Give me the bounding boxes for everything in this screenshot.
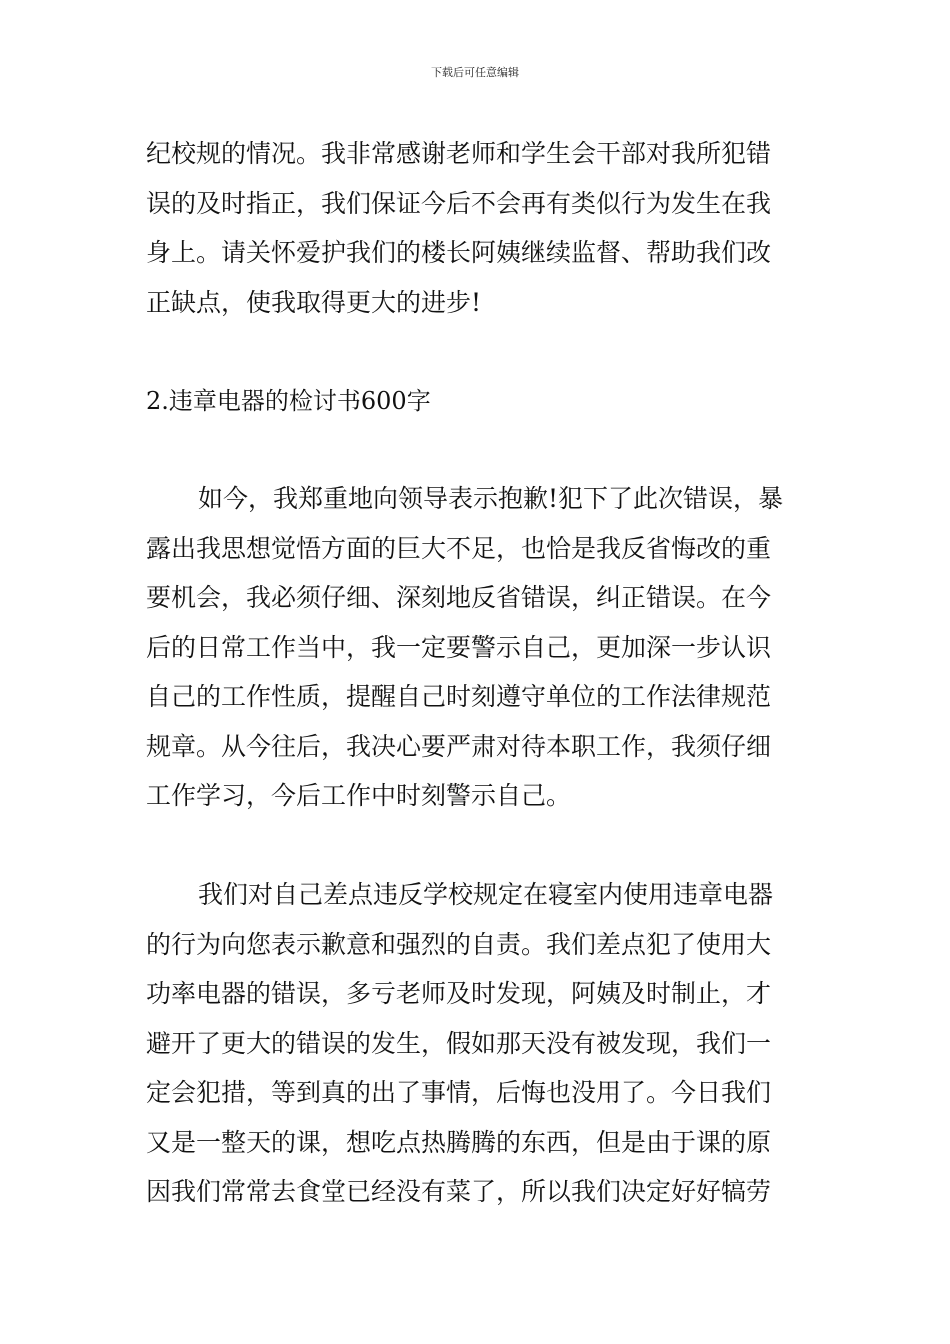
text-line: 我们对自己差点违反学校规定在寝室内使用违章电器 — [198, 880, 774, 909]
text-line: 误的及时指正，我们保证今后不会再有类似行为发生在我 — [146, 188, 772, 218]
text-line: 纪校规的情况。我非常感谢老师和学生会干部对我所犯错 — [146, 139, 772, 168]
paragraph-appliance — [146, 870, 826, 1217]
text-line: 因我们常常去食堂已经没有菜了，所以我们决定好好犒劳 — [146, 1177, 772, 1206]
text-line: 如今，我郑重地向领导表示抱歉!犯下了此次错误，暴 — [198, 484, 784, 513]
text-line: 要机会，我必须仔细、深刻地反省错误，纠正错误。在今 — [146, 583, 772, 612]
text-line: 避开了更大的错误的发生，假如那天没有被发现，我们一 — [146, 1028, 772, 1058]
text-line: 露出我思想觉悟方面的巨大不足，也恰是我反省悔改的重 — [146, 533, 772, 563]
text-line: 身上。请关怀爱护我们的楼长阿姨继续监督、帮助我们改 — [146, 238, 772, 267]
text-line: 工作学习，今后工作中时刻警示自己。 — [146, 781, 572, 810]
text-line: 正缺点，使我取得更大的进步! — [146, 287, 482, 317]
text-line: 自己的工作性质，提醒自己时刻遵守单位的工作法律规范 — [146, 682, 772, 711]
text-line: 功率电器的错误，多亏老师及时发现，阿姨及时制止，才 — [146, 979, 772, 1008]
text-line: 后的日常工作当中，我一定要警示自己，更加深一步认识 — [146, 632, 772, 662]
paragraph-continued — [146, 129, 826, 327]
text-line: 的行为向您表示歉意和强烈的自责。我们差点犯了使用大 — [146, 929, 772, 959]
text-line: 规章。从今往后，我决心要严肃对待本职工作，我须仔细 — [146, 731, 772, 761]
text-line: 定会犯措，等到真的出了事情，后悔也没用了。今日我们 — [146, 1078, 772, 1107]
page-header: 下载后可任意编辑 — [431, 66, 519, 79]
paragraph-apology — [146, 474, 826, 821]
section-heading — [146, 377, 826, 427]
text-line: 又是一整天的课，想吃点热腾腾的东西，但是由于课的原 — [146, 1127, 772, 1157]
heading-text: 2.违章电器的检讨书600字 — [146, 387, 431, 415]
